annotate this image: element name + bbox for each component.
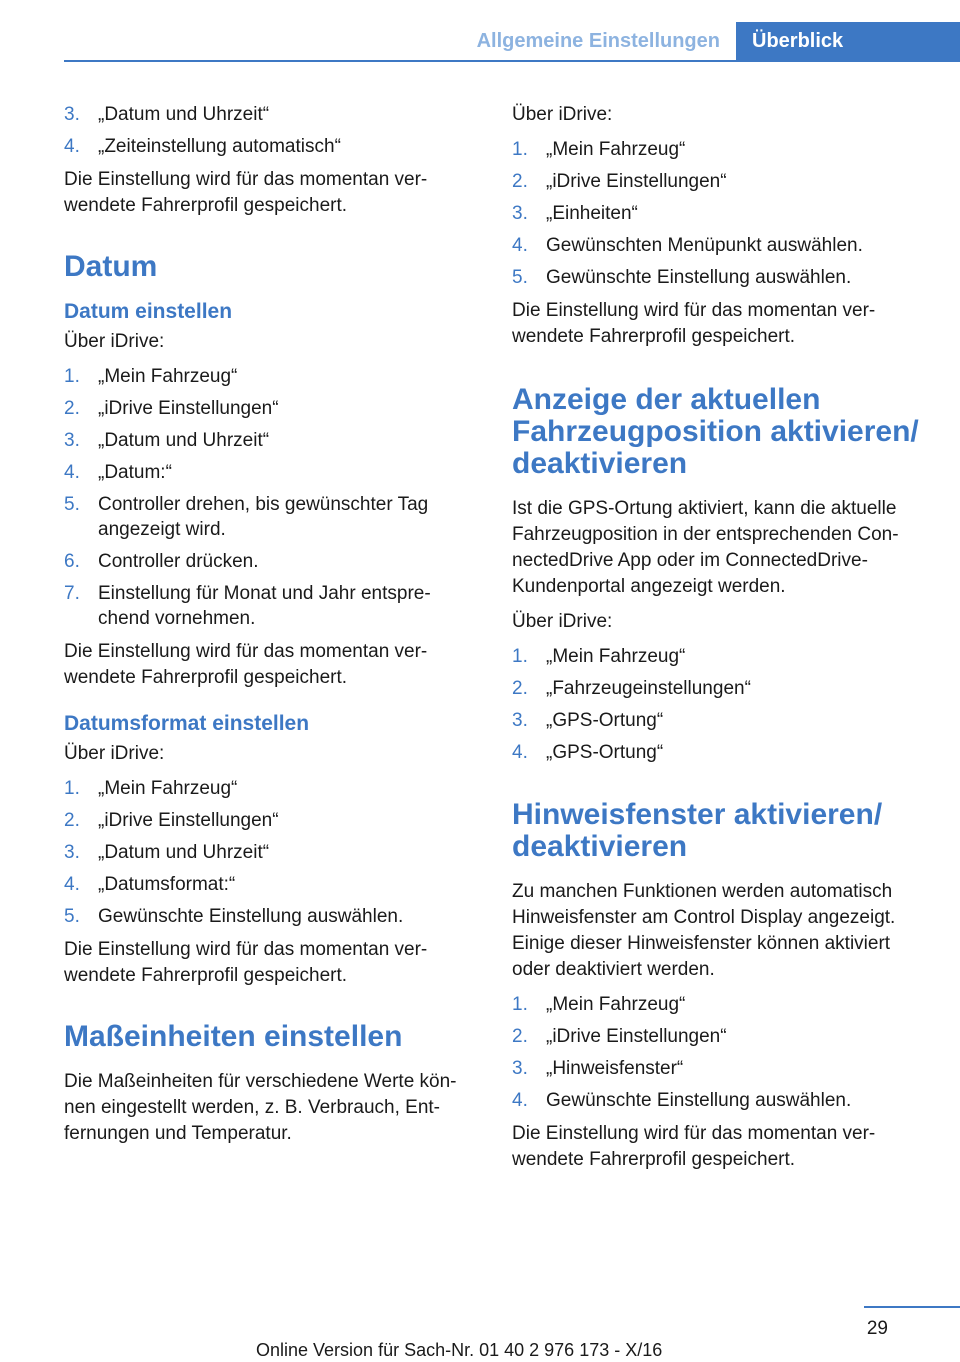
list-item-text: „Fahrzeugeinstellungen“: [546, 678, 751, 699]
list-item: [64, 904, 476, 929]
footer-version-text: Online Version für Sach-Nr. 01 40 2 976 173 - X/16: [256, 1340, 663, 1360]
list-item-number: 5.: [64, 906, 80, 927]
list-item-text: „Datumsformat:“: [98, 874, 236, 895]
list-item-number: 3.: [64, 842, 80, 863]
lead-datum-einstellen: Über iDrive:: [64, 331, 165, 352]
right-column: [512, 102, 924, 1182]
list-item: [64, 460, 476, 485]
list-item-number: 2.: [512, 171, 528, 192]
list-item-number: 1.: [512, 139, 528, 160]
list-item-text: „Mein Fahrzeug“: [98, 366, 238, 387]
list-item-text: „Mein Fahrzeug“: [546, 994, 686, 1015]
list-item-text: „iDrive Einstellungen“: [98, 398, 279, 419]
list-item-number: 2.: [512, 1026, 528, 1047]
list-item-number: 4.: [64, 462, 80, 483]
list-item: [64, 102, 476, 127]
heading-masseinheiten: Maßeinheiten einstellen: [64, 1020, 403, 1053]
list-item-text: „iDrive Einstellungen“: [546, 1026, 727, 1047]
note-einheiten: Die Einstellung wird für das momentan ver-wendete Fahrerprofil gespeichert.: [512, 300, 876, 347]
heading-hinweisfenster: Hinweisfenster aktivieren/ deaktivieren: [512, 798, 883, 863]
list-item: [64, 808, 476, 833]
lead-datumsformat: Über iDrive:: [64, 743, 165, 764]
list-item-number: 1.: [512, 994, 528, 1015]
list-item-text: „Mein Fahrzeug“: [546, 139, 686, 160]
list-item-number: 3.: [64, 104, 80, 125]
list-item-number: 2.: [512, 678, 528, 699]
heading-datumsformat: Datumsformat einstellen: [64, 712, 310, 735]
list-item-number: 6.: [64, 551, 80, 572]
list-item: [512, 1024, 924, 1049]
list-item: [512, 644, 924, 669]
list-item-number: 4.: [64, 136, 80, 157]
lead-einheiten: Über iDrive:: [512, 104, 613, 125]
list-item: [64, 581, 476, 631]
list-item-number: 3.: [512, 710, 528, 731]
list-item-number: 1.: [512, 646, 528, 667]
list-item: [512, 992, 924, 1017]
list-item-number: 1.: [64, 366, 80, 387]
heading-gps: Anzeige der aktuellen Fahrzeugposition aktivieren/ deaktivieren: [512, 383, 919, 480]
list-item-text: „GPS-Ortung“: [546, 742, 664, 763]
text-hinweisfenster: Zu manchen Funktionen werden automatisch Hinweisfenster am Control Display angezeigt. Einige dieser Hinweisfenster können aktiviert oder deaktiviert werden.: [512, 881, 896, 980]
list-item: [512, 740, 924, 765]
list-item-text: „iDrive Einstellungen“: [546, 171, 727, 192]
list-item-text: „Datum und Uhrzeit“: [98, 842, 270, 863]
list-item: [512, 708, 924, 733]
list-item-text: Gewünschte Einstellung auswählen.: [546, 1090, 852, 1111]
list-item-text: Gewünschte Einstellung auswählen.: [546, 267, 852, 288]
tab-ueberblick: Überblick: [736, 22, 960, 62]
list-item: [64, 364, 476, 389]
list-item-text: „Mein Fahrzeug“: [546, 646, 686, 667]
steps-gps: [512, 644, 924, 765]
list-item-text: Controller drehen, bis gewünschter Tag angezeigt wird.: [98, 494, 429, 540]
steps-einheiten: [512, 137, 924, 290]
steps-hinweisfenster: [512, 992, 924, 1113]
steps-datumsformat: [64, 776, 476, 929]
list-item: [512, 169, 924, 194]
list-item-number: 4.: [64, 874, 80, 895]
page-number: 29: [866, 1318, 888, 1339]
list-item-text: „Datum und Uhrzeit“: [98, 430, 270, 451]
list-item-number: 4.: [512, 235, 528, 256]
list-item: [64, 134, 476, 159]
list-item-number: 2.: [64, 810, 80, 831]
list-item: [64, 428, 476, 453]
list-item-number: 4.: [512, 742, 528, 763]
note-datum-einstellen: Die Einstellung wird für das momentan ver-wendete Fahrerprofil gespeichert.: [64, 641, 428, 688]
list-item-number: 1.: [64, 778, 80, 799]
list-item: [64, 776, 476, 801]
list-item-text: „GPS-Ortung“: [546, 710, 664, 731]
heading-datum: Datum: [64, 250, 158, 283]
lead-gps: Über iDrive:: [512, 611, 613, 632]
list-item: [64, 396, 476, 421]
list-item: [512, 676, 924, 701]
list-item: [64, 492, 476, 542]
note-datumsformat: Die Einstellung wird für das momentan ver-wendete Fahrerprofil gespeichert.: [64, 939, 428, 986]
list-item-text: Einstellung für Monat und Jahr entspre-chend vornehmen.: [98, 583, 431, 629]
text-masseinheiten: Die Maßeinheiten für verschiedene Werte kön-nen eingestellt werden, z. B. Verbrauch, Ent-fernungen und Temperatur.: [64, 1071, 457, 1144]
list-item-number: 5.: [64, 494, 80, 515]
list-item: [64, 872, 476, 897]
heading-datum-einstellen: Datum einstellen: [64, 300, 233, 323]
list-item-text: „Mein Fahrzeug“: [98, 778, 238, 799]
list-item: [512, 265, 924, 290]
section-title: Allgemeine Einstellungen: [476, 30, 720, 52]
intro-list: [64, 102, 476, 159]
list-item-number: 3.: [512, 203, 528, 224]
list-item: [512, 137, 924, 162]
list-item-text: „Datum und Uhrzeit“: [98, 104, 270, 125]
list-item-text: „Hinweisfenster“: [546, 1058, 684, 1079]
list-item-number: 3.: [512, 1058, 528, 1079]
list-item-text: „Datum:“: [98, 462, 172, 483]
list-item-text: Gewünschten Menüpunkt auswählen.: [546, 235, 863, 256]
list-item: [512, 1056, 924, 1081]
list-item-text: „iDrive Einstellungen“: [98, 810, 279, 831]
text-gps: Ist die GPS-Ortung aktiviert, kann die aktuelle Fahrzeugposition in der entsprechenden Con-nectedDrive App oder im ConnectedDrive-Kundenportal angezeigt werden.: [512, 498, 899, 597]
list-item: [64, 549, 476, 574]
list-item-number: 2.: [64, 398, 80, 419]
list-item: [512, 1088, 924, 1113]
list-item: [512, 233, 924, 258]
steps-datum-einstellen: [64, 364, 476, 631]
page-header: [64, 0, 960, 62]
list-item-number: 5.: [512, 267, 528, 288]
list-item-number: 7.: [64, 583, 80, 604]
list-item-text: Gewünschte Einstellung auswählen.: [98, 906, 404, 927]
list-item-number: 3.: [64, 430, 80, 451]
list-item-text: Controller drücken.: [98, 551, 259, 572]
left-column: [64, 102, 476, 1156]
list-item-number: 4.: [512, 1090, 528, 1111]
note-hinweisfenster: Die Einstellung wird für das momentan ver-wendete Fahrerprofil gespeichert.: [512, 1123, 876, 1170]
list-item-text: „Zeiteinstellung automatisch“: [98, 136, 341, 157]
list-item: [512, 201, 924, 226]
footer-rule: [864, 1306, 960, 1308]
intro-note: Die Einstellung wird für das momentan ver-wendete Fahrerprofil gespeichert.: [64, 169, 428, 216]
list-item: [64, 840, 476, 865]
list-item-text: „Einheiten“: [546, 203, 638, 224]
header-rule: [64, 60, 960, 62]
